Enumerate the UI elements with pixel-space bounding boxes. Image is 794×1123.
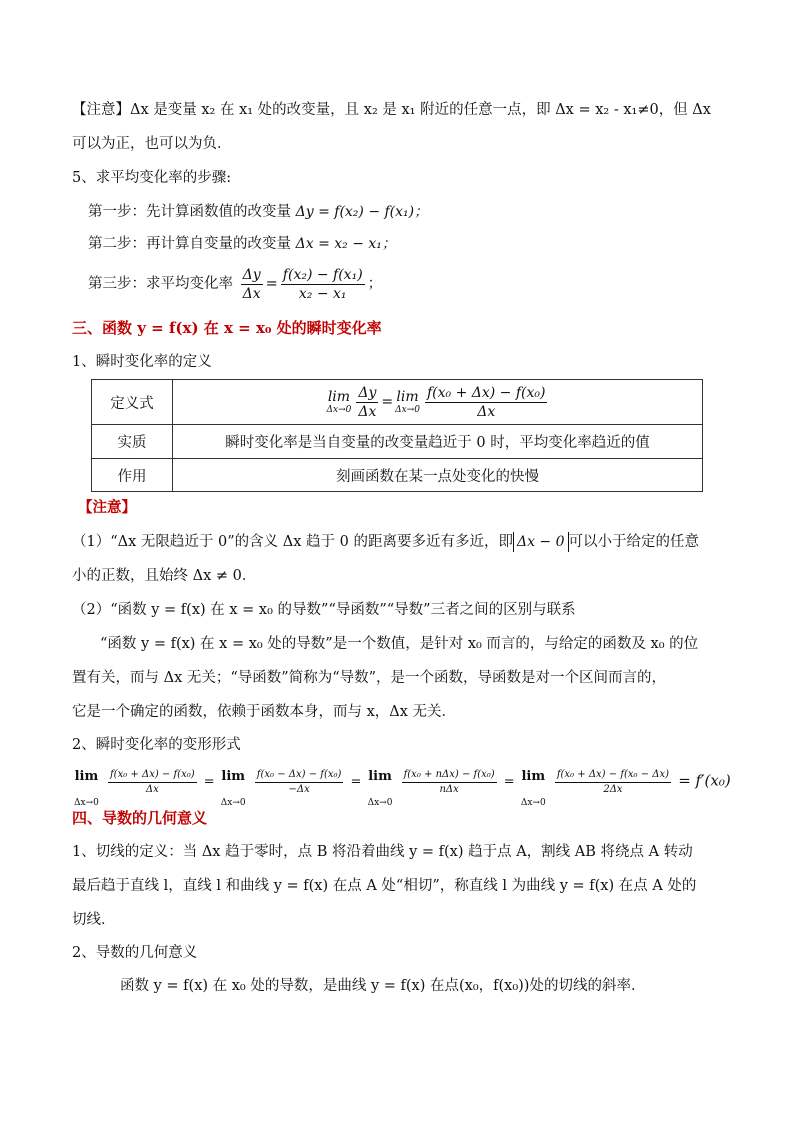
table-cell-function: 刻画函数在某一点处变化的快慢 <box>173 459 703 492</box>
geometric-meaning: 函数 y = f(x) 在 x₀ 处的导数，是曲线 y = f(x) 在点(x₀，f(x₀))处的切线的斜率． <box>120 978 646 994</box>
avg-rate-lhs-num: Δy <box>242 266 261 283</box>
limit-forms: lim Δx→0 $\frac{\text{f(x₀ + Δx) − f(x₀)}}{\Delta x}$ = lim Δx→0 $\frac{\text{f(x₀ − Δx) − f(x₀)}}{-\Delta x}$ = lim Δx→0 $\frac{\text{f(x₀ + nΔx) − f(x₀)}}{\text{nΔx}}$ = lim Δx→0 $\frac{\text{f(x₀ + Δx) − f(x₀ − Δx)}}{2\Delta x}$ = f′(x₀) <box>72 756 731 808</box>
step-3: 第三步：求平均变化率 $\frac{\Delta y}{\Delta x}$ = $\frac{\text{f(x₂) − f(x₁)}}{\text{x₂ − x₁}}$ ； <box>88 266 383 302</box>
step-2 <box>88 234 396 254</box>
avg-rate-rhs-num: f(x₂) − f(x₁) <box>282 266 363 283</box>
lim-operator: lim Δx→0 <box>74 769 99 808</box>
lim-operator: lim Δx→0 <box>326 389 352 415</box>
step-1-formula: Δy = f(x₂) − f(x₁)； <box>295 204 429 220</box>
tangent-def-line-3: 切线． <box>72 912 116 928</box>
step-3-text: 第三步：求平均变化率 <box>88 276 233 292</box>
definition-formula: lim Δx→0 $\frac{\Delta y}{\Delta x}$ = lim Δx→0 $\frac{\text{f(x₀ + Δx) − f(x₀)}}{\Delta x}$ <box>326 384 546 420</box>
section-4-heading: 四、导数的几何意义 <box>72 809 208 827</box>
note-2-line-1: （2）“函数 y = f(x) 在 x = x₀ 的导数”“导函数”“导数”三者之间的区别与联系 <box>72 602 576 618</box>
tangent-def-line-2: 最后趋于直线 l，直线 l 和曲线 y = f(x) 在点 A 处“相切”，称直线 l 为曲线 y = f(x) 在点 A 处的 <box>72 878 697 894</box>
table-row-essence <box>92 425 703 459</box>
note-line-2: 可以为正，也可以为负． <box>72 136 232 152</box>
tangent-def-line-1: 1、切线的定义：当 Δx 趋于零时，点 B 将沿着曲线 y = f(x) 趋于点 A，割线 AB 将绕点 A 转动 <box>72 844 693 860</box>
forms-result: = f′(x₀) <box>678 771 731 790</box>
table-head-function: 作用 <box>92 459 173 492</box>
table-head-definition: 定义式 <box>92 380 173 425</box>
note-2-para-line-3: 它是一个确定的函数，依赖于函数本身，而与 x，Δx 无关． <box>72 704 457 720</box>
section-4-sub-2: 2、导数的几何意义 <box>72 945 198 961</box>
definition-lhs-fraction: $\frac{\Delta y}{\Delta x}$ <box>358 384 377 420</box>
form-3-fraction: $\frac{\text{f(x₀ + nΔx) − f(x₀)}}{\text{nΔx}}$ <box>403 768 495 795</box>
step-1-text: 第一步：先计算函数值的改变量 <box>88 204 291 220</box>
note-1-line-2: 小的正数，且始终 Δx ≠ 0． <box>72 568 257 584</box>
avg-rate-rhs-den: x₂ − x₁ <box>298 285 347 302</box>
avg-rate-fraction-rhs <box>281 266 365 303</box>
definition-rhs-fraction: $\frac{\text{f(x₀ + Δx) − f(x₀)}}{\Delta x}$ <box>426 384 546 420</box>
note-title: 【注意】 <box>78 499 136 516</box>
note-2-para-line-2: 置有关，而与 Δx 无关；“导函数”简称为“导数”，是一个函数，导函数是对一个区间而言的， <box>72 670 667 686</box>
form-4-fraction: $\frac{\text{f(x₀ + Δx) − f(x₀ − Δx)}}{2\Delta x}$ <box>556 768 670 795</box>
step-2-text: 第二步：再计算自变量的改变量 <box>88 236 291 252</box>
section-3-sub-2: 2、瞬时变化率的变形形式 <box>72 737 241 753</box>
note-2-para-line-1: “函数 y = f(x) 在 x = x₀ 处的导数”是一个数值，是针对 x₀ 而言的，与给定的函数及 x₀ 的位 <box>100 636 699 652</box>
lim-operator: lim Δx→0 <box>520 769 546 808</box>
table-row-definition <box>92 380 703 425</box>
section-3-sub-1: 1、瞬时变化率的定义 <box>72 354 212 370</box>
abs-value: Δx − 0 <box>513 532 569 552</box>
note-line-1: 【注意】Δx 是变量 x₂ 在 x₁ 处的改变量，且 x₂ 是 x₁ 附近的任意一点，即 Δx = x₂ - x₁≠0，但 Δx <box>72 102 711 118</box>
table-cell-essence: 瞬时变化率是当自变量的改变量趋近于 0 时，平均变化率趋近的值 <box>173 425 703 459</box>
section-3-heading: 三、函数 y = f(x) 在 x = x₀ 处的瞬时变化率 <box>72 319 382 337</box>
table-cell-definition-formula <box>173 380 703 425</box>
lim-operator: lim Δx→0 <box>395 389 420 415</box>
step-2-formula: Δx = x₂ − x₁； <box>295 236 396 252</box>
lim-operator: lim Δx→0 <box>367 769 393 808</box>
step-1 <box>88 202 428 222</box>
avg-rate-lhs-den: Δx <box>242 285 261 302</box>
form-1-fraction: $\frac{\text{f(x₀ + Δx) − f(x₀)}}{\Delta x}$ <box>109 768 195 795</box>
table-head-essence: 实质 <box>92 425 173 459</box>
lim-operator: lim Δx→0 <box>220 769 246 808</box>
definition-table <box>91 379 703 492</box>
note-1-line-1: （1）“Δx 无限趋近于 0”的含义 Δx 趋于 0 的距离要多近有多近，即 Δx − 0 可以小于给定的任意 <box>72 534 699 550</box>
avg-steps-title: 5、求平均变化率的步骤: <box>72 170 232 186</box>
form-2-fraction: $\frac{\text{f(x₀ − Δx) − f(x₀)}}{-\Delta x}$ <box>256 768 342 795</box>
avg-rate-fraction-lhs <box>241 266 263 303</box>
step-3-end: ； <box>367 276 383 292</box>
table-row-function <box>92 459 703 492</box>
